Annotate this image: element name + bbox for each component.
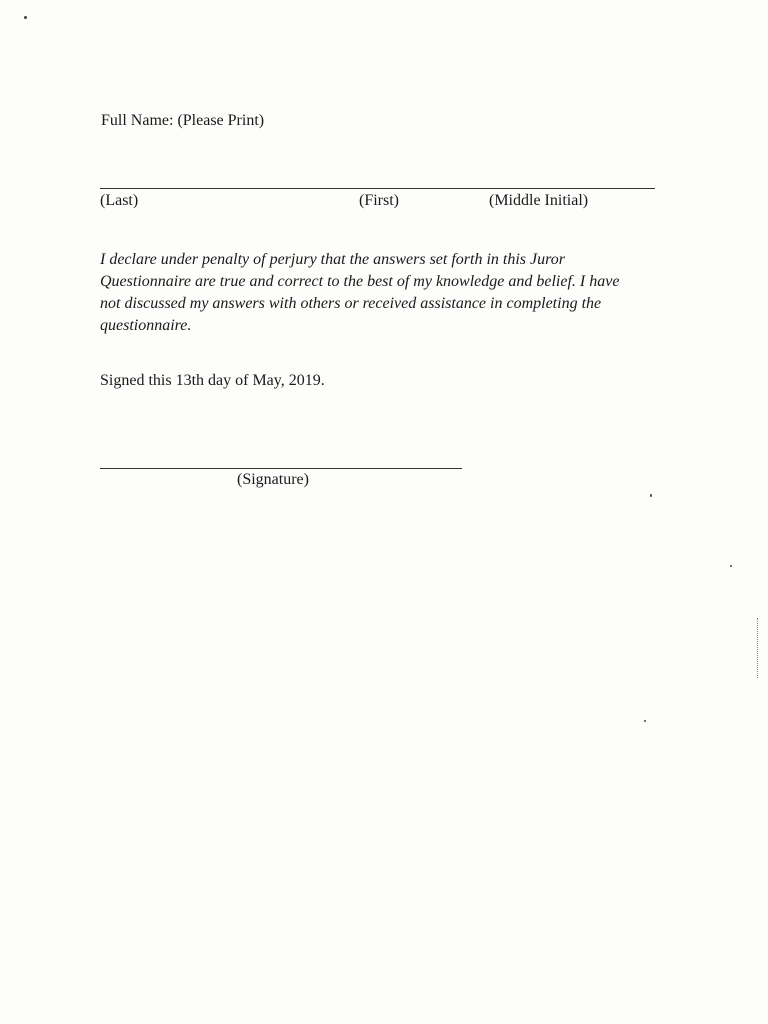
scan-speck <box>650 494 652 497</box>
declaration-line: I declare under penalty of perjury that the answers set forth in this Juror <box>100 251 565 268</box>
last-name-caption: (Last) <box>100 192 139 209</box>
signed-date-text: Signed this 13th day of May, 2019. <box>100 372 325 389</box>
signature-line <box>100 468 462 469</box>
signature-caption: (Signature) <box>237 471 309 488</box>
scan-speck <box>24 16 27 19</box>
scan-speck <box>644 720 646 722</box>
middle-initial-caption: (Middle Initial) <box>489 192 589 209</box>
declaration-line: not discussed my answers with others or received assistance in completing the <box>100 295 602 312</box>
full-name-label: Full Name: (Please Print) <box>101 112 265 129</box>
name-write-line <box>100 188 655 189</box>
declaration-line: questionnaire. <box>100 317 192 334</box>
scan-margin-marks <box>757 618 759 678</box>
first-name-caption: (First) <box>359 192 399 209</box>
scan-speck <box>730 565 732 567</box>
declaration-line: Questionnaire are true and correct to the best of my knowledge and belief. I have <box>100 273 620 290</box>
perjury-declaration <box>100 249 660 337</box>
